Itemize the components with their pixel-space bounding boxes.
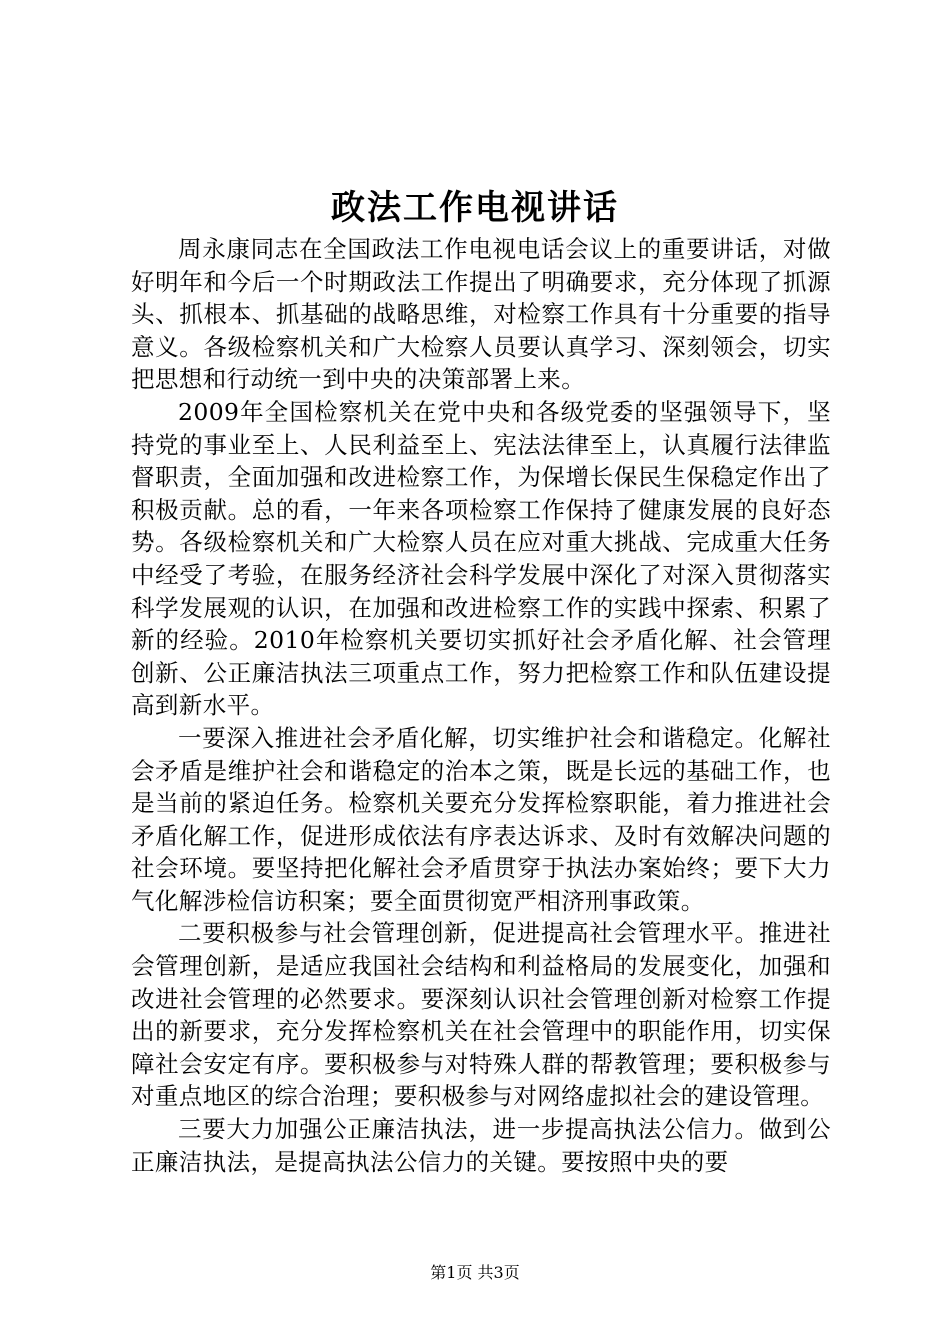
paragraph-4: 二要积极参与社会管理创新，促进提高社会管理水平。推进社会管理创新，是适应我国社会结构和利益格局的发展变化，加强和改进社会管理的必然要求。要深刻认识社会管理创新对检察工作提出的新要求，充分发挥检察机关在社会管理中的职能作用，切实保障社会安定有序。要积极参与对特殊人群的帮教管理；要积极参与对重点地区的综合治理；要积极参与对网络虚拟社会的建设管理。 [131,919,831,1111]
page-footer: 第1页 共3页 [430,1263,520,1282]
document-title: 政法工作电视讲话 [331,188,619,228]
paragraph-1: 周永康同志在全国政法工作电视电话会议上的重要讲话，对做好明年和今后一个时期政法工作提出了明确要求，充分体现了抓源头、抓根本、抓基础的战略思维，对检察工作具有十分重要的指导意义。各级检察机关和广大检察人员要认真学习、深刻领会，切实把思想和行动统一到中央的决策部署上来。 [131,235,831,394]
paragraph-2: 2009年全国检察机关在党中央和各级党委的坚强领导下，坚持党的事业至上、人民利益至上、宪法法律至上，认真履行法律监督职责，全面加强和改进检察工作，为保增长保民生保稳定作出了积极贡献。总的看，一年来各项检察工作保持了健康发展的良好态势。各级检察机关和广大检察人员在应对重大挑战、完成重大任务中经受了考验，在服务经济社会科学发展中深化了对深入贯彻落实科学发展观的认识，在加强和改进检察工作的实践中探索、积累了新的经验。2010年检察机关要切实抓好社会矛盾化解、社会管理创新、公正廉洁执法三项重点工作，努力把检察工作和队伍建设提高到新水平。 [131,397,831,720]
document-body [131,233,831,1178]
paragraph-5: 三要大力加强公正廉洁执法，进一步提高执法公信力。做到公正廉洁执法，是提高执法公信力的关键。要按照中央的要 [131,1115,831,1176]
paragraph-3: 一要深入推进社会矛盾化解，切实维护社会和谐稳定。化解社会矛盾是维护社会和谐稳定的治本之策，既是长远的基础工作，也是当前的紧迫任务。检察机关要充分发挥检察职能，着力推进社会矛盾化解工作，促进形成依法有序表达诉求、及时有效解决问题的社会环境。要坚持把化解社会矛盾贯穿于执法办案始终；要下大力气化解涉检信访积案；要全面贯彻宽严相济刑事政策。 [131,723,831,915]
